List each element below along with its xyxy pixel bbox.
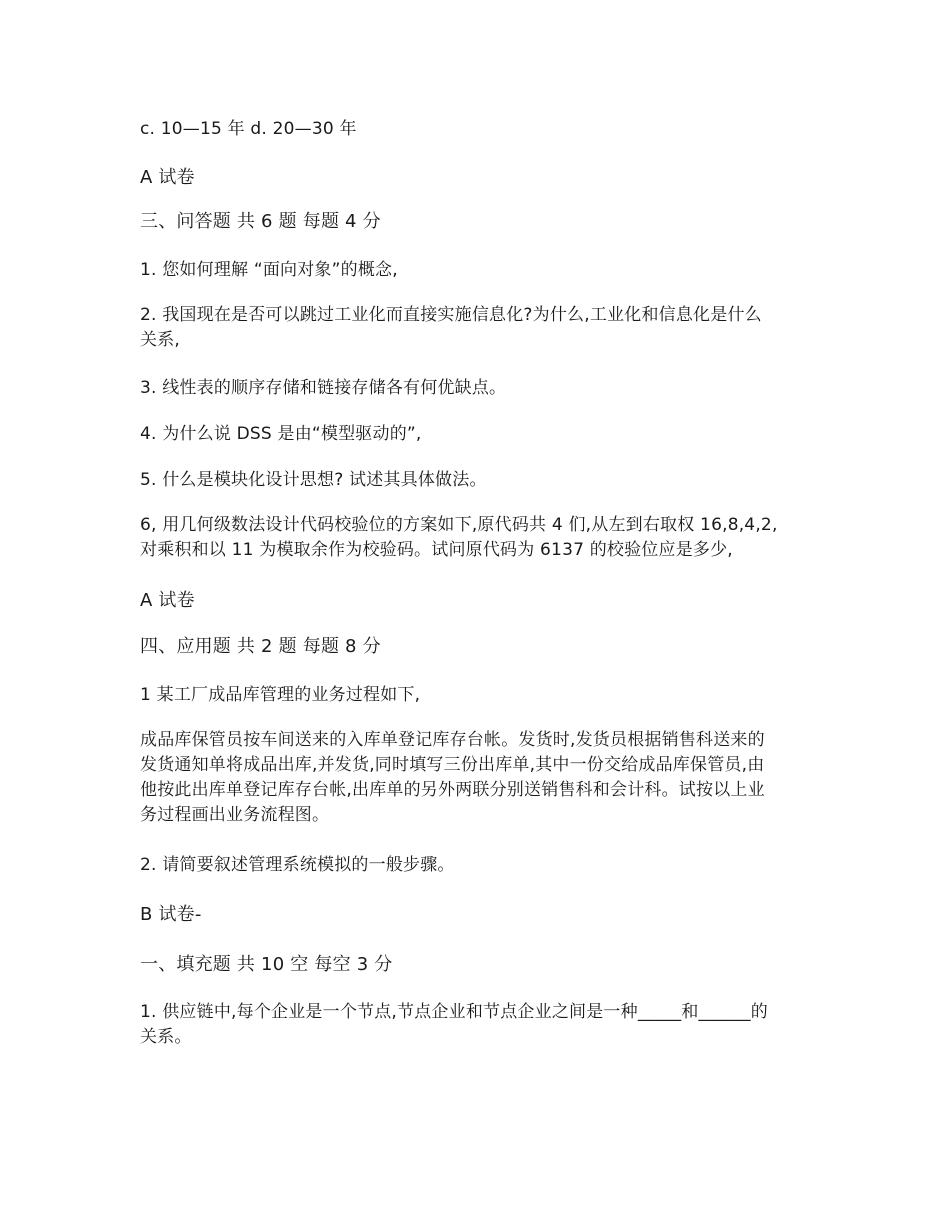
question-4: 4. 为什么说 DSS 是由“模型驱动的”, — [140, 424, 422, 444]
answer-options-line: c. 10—15 年 d. 20—30 年 — [140, 119, 357, 139]
question-3: 3. 线性表的顺序存储和链接存储各有何优缺点。 — [140, 378, 507, 398]
section-heading-fill: 一、填充题 共 10 空 每空 3 分 — [140, 954, 393, 975]
section-heading-qa: 三、问答题 共 6 题 每题 4 分 — [140, 211, 381, 232]
question-1: 1. 您如何理解 “面向对象”的概念, — [140, 260, 398, 280]
question-6-line-2: 对乘积和以 11 为模取余作为校验码。试问原代码为 6137 的校验位应是多少, — [140, 540, 733, 560]
app1-line-1: 成品库保管员按车间送来的入库单登记库存台帐。发货时,发货员根据销售科送来的 — [140, 730, 765, 750]
fill-1-line-2: 关系。 — [140, 1027, 192, 1047]
application-question-1: 1 某工厂成品库管理的业务过程如下, — [140, 685, 421, 705]
fill-1-line-1: 1. 供应链中,每个企业是一个节点,节点企业和节点企业之间是一种_____和______的 — [140, 1002, 768, 1022]
app1-line-4: 务过程画出业务流程图。 — [140, 805, 330, 825]
question-2-line-2: 关系, — [140, 330, 181, 350]
app1-line-2: 发货通知单将成品出库,并发货,同时填写三份出库单,其中一份交给成品库保管员,由 — [140, 755, 765, 775]
question-5: 5. 什么是模块化设计思想? 试述其具体做法。 — [140, 470, 487, 490]
section-heading-application: 四、应用题 共 2 题 每题 8 分 — [140, 636, 381, 657]
section-label-a: A 试卷 — [140, 167, 195, 188]
question-2-line-1: 2. 我国现在是否可以跳过工业化而直接实施信息化?为什么,工业化和信息化是什么 — [140, 305, 762, 325]
application-question-1-body — [140, 728, 820, 828]
fill-question-1 — [140, 1000, 820, 1050]
question-6 — [140, 513, 820, 563]
app1-line-3: 他按此出库单登记库存台帐,出库单的另外两联分别送销售科和会计科。试按以上业 — [140, 780, 765, 800]
question-6-line-1: 6, 用几何级数法设计代码校验位的方案如下,原代码共 4 们,从左到右取权 16,8,4,2, — [140, 515, 778, 535]
question-2 — [140, 303, 820, 353]
section-label-a-2: A 试卷 — [140, 590, 195, 611]
section-label-b: B 试卷- — [140, 904, 202, 925]
application-question-2: 2. 请简要叙述管理系统模拟的一般步骤。 — [140, 855, 455, 875]
